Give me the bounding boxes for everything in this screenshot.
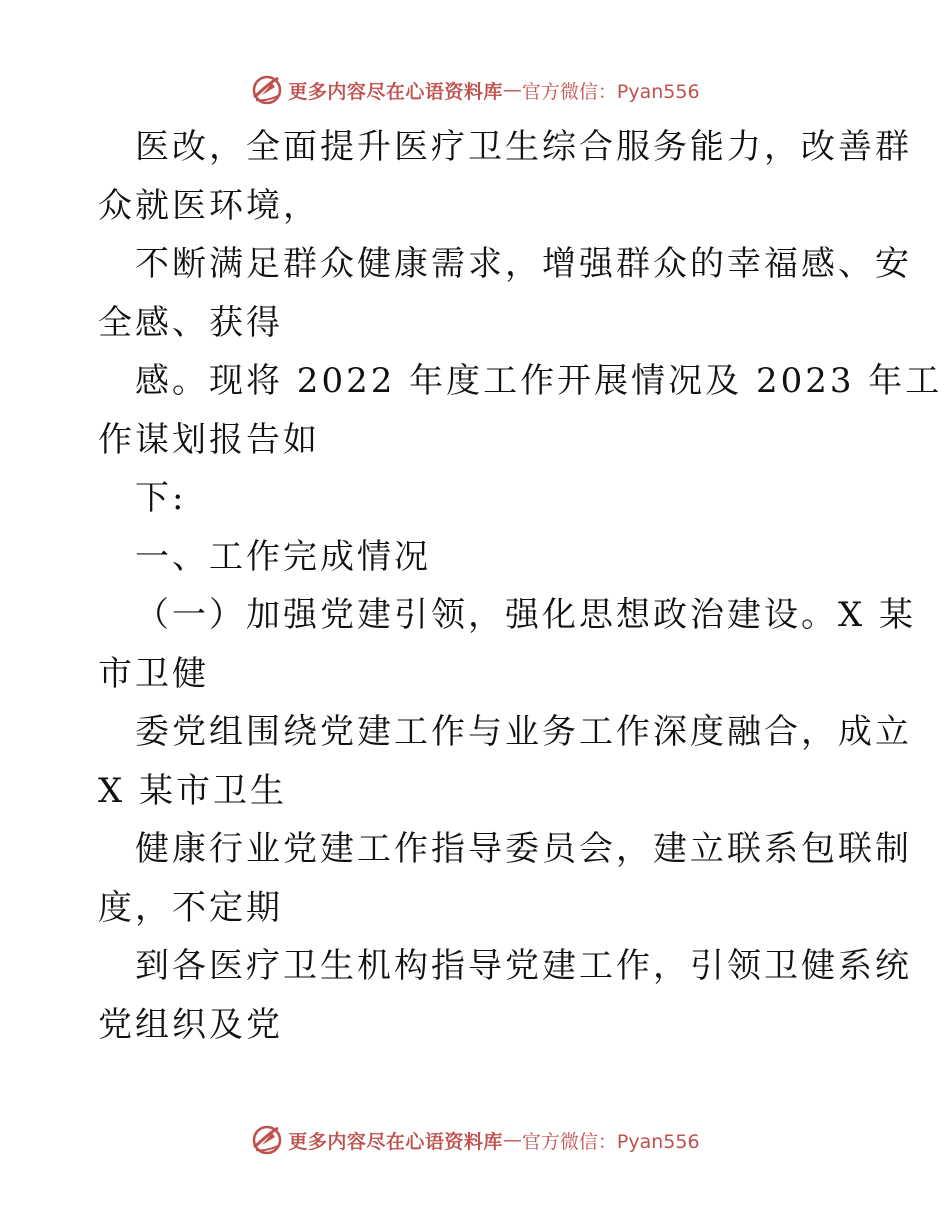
text-line: 医改，全面提升医疗卫生综合服务能力，改善群 <box>135 127 912 167</box>
text-line: 全感、获得 <box>98 302 283 343</box>
text-line: 市卫健 <box>98 653 209 694</box>
text-line: 不断满足群众健康需求，增强群众的幸福感、安 <box>135 244 912 284</box>
header-dash: — <box>502 79 522 101</box>
text-line: （一）加强党建引领，强化思想政治建设。X 某 <box>135 595 917 635</box>
pen-nib-icon <box>250 1123 284 1157</box>
pen-nib-icon <box>250 73 284 107</box>
document-body <box>98 118 943 1054</box>
header-banner <box>0 70 950 110</box>
text-line: X 某市卫生 <box>98 770 288 811</box>
text-line: 感。现将 2022 年度工作开展情况及 2023 年工 <box>135 361 943 401</box>
text-line: 党组织及党 <box>98 1004 283 1045</box>
text-line: 委党组围绕党建工作与业务工作深度融合，成立 <box>135 712 912 752</box>
footer-dash: — <box>502 1129 522 1151</box>
text-line: 众就医环境， <box>98 185 320 226</box>
footer-text: 更多内容尽在心语资料库 <box>288 1130 503 1153</box>
text-line: 健康行业党建工作指导委员会，建立联系包联制 <box>135 829 912 869</box>
header-text: 更多内容尽在心语资料库 <box>288 80 503 103</box>
text-line: 下: <box>135 478 187 518</box>
footer-wechat: 官方微信：Pyan556 <box>521 1130 700 1153</box>
text-line: 作谋划报告如 <box>98 419 320 460</box>
section-heading: 一、工作完成情况 <box>135 536 431 577</box>
text-line: 度，不定期 <box>98 887 283 928</box>
header-wechat: 官方微信：Pyan556 <box>521 80 700 103</box>
text-line: 到各医疗卫生机构指导党建工作，引领卫健系统 <box>135 946 912 986</box>
footer-banner <box>0 1120 950 1160</box>
